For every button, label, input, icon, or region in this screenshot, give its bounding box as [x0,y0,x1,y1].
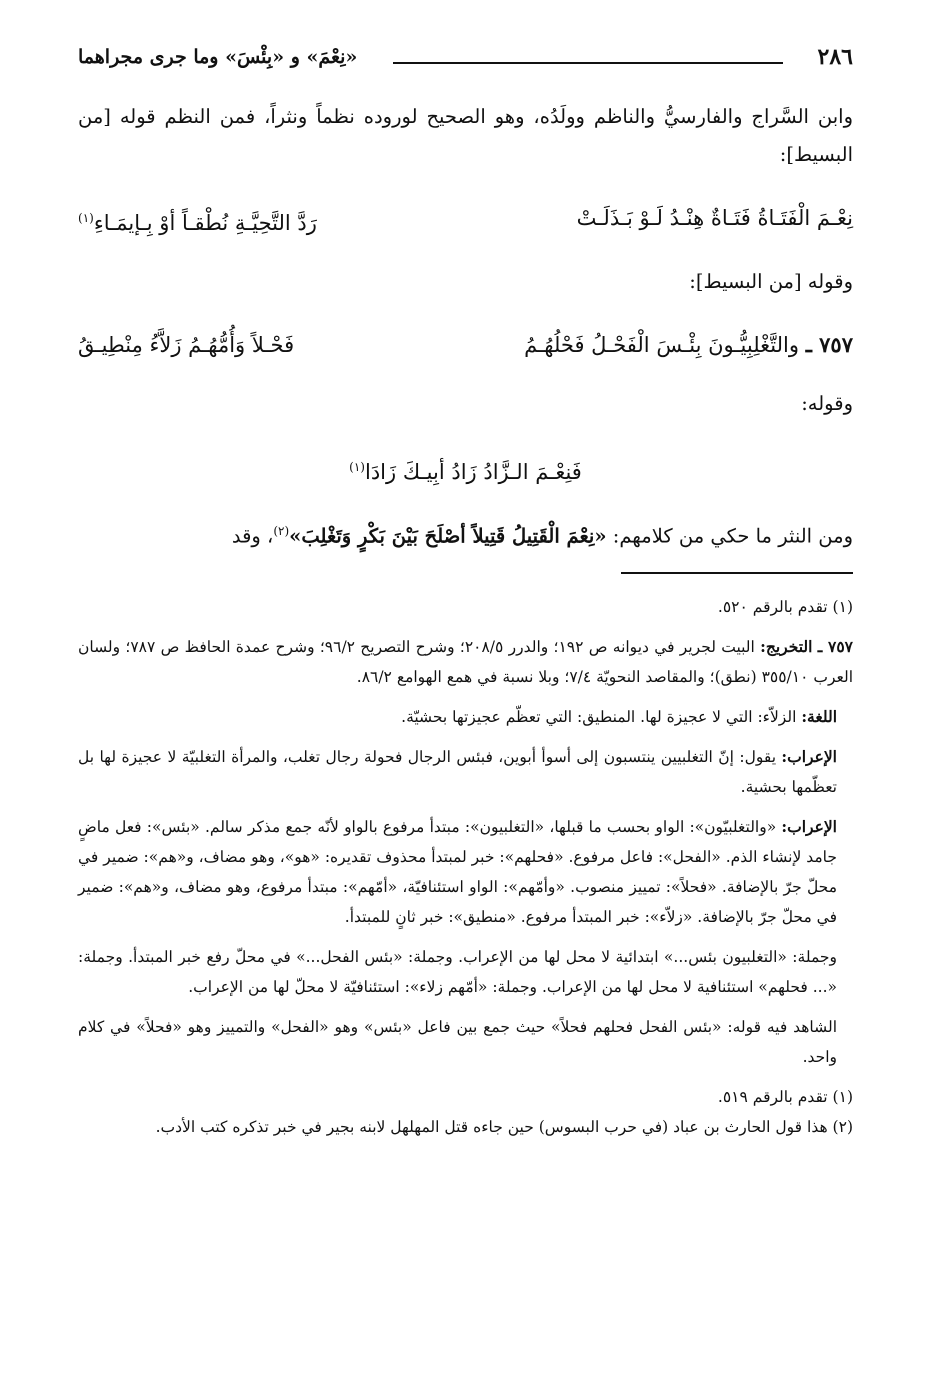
irab-text: «والتغلبيّون»: الواو بحسب ما قبلها، «التغلبيون»: مبتدأ مرفوع بالواو لأنّه جمع مذكر سالم. «بئس»: فعل ماضٍ جامد لإنشاء الذم. «الفحل»: فاعل مرفوع. «فحلهم»: خبر لمبتدأ محذوف تقديره: «هو»، وهو مضاف، و«هم»: ضمير في محلّ جرّ بالإضافة. «فحلاً»: تمييز منصوب. «وأمّهم»: الواو استئنافيّة، «أمّهم»: مبتدأ مرفوع، وهو مضاف، و«هم»: ضمير في محلّ جرّ بالإضافة. «زلاّء»: خبر المبتدأ مرفوع. «منطيق»: خبر ثانٍ للمبتدأ. [78,818,837,926]
verse-1-second-text: رَدَّ التَّحِيَّـةِ نُطْقـاً أوْ بِـإيمَـاءِ [93,211,317,235]
meaning-note [78,742,853,802]
verse-1 [78,198,853,243]
prose-footnote-ref: (٢) [273,524,290,538]
takhrij-number: ٧٥٧ ـ [817,637,853,656]
page [78,40,853,1360]
footnote-1b: (١) تقدم بالرقم ٥١٩. [717,1088,853,1106]
verse-2-first-hemistich [524,325,853,365]
verse-3-footnote-ref: (١) [349,460,365,474]
verse-3-intro: وقوله: [801,392,853,415]
takhrij-text: البيت لجرير في ديوانه ص ١٩٢؛ والدرر ٢٠٨/٥؛ وشرح التصريح ٩٦/٢؛ وشرح عمدة الحافظ ص ٧٨٧؛ ولسان العرب ٣٥٥/١٠ (نطق)؛ والمقاصد النحويّة ٧/٤؛ وبلا نسبة في همع الهوامع ٨٦/٢. [78,638,853,686]
meaning-label: الإعراب: [781,747,837,766]
paragraph-intro: وابن السَّراج والفارسيُّ والناظم وولَدُه، وهو الصحيح لوروده نظماً ونثراً، فمن النظم قوله [من البسيط]: [78,105,853,166]
page-number: ٢٨٦ [817,44,853,70]
footnote-2: (٢) هذا قول الحارث بن عباد (في حرب البسوس) حين جاءه قتل المهلهل لابنه بجير في خبر تذكره كتب الأدب. [155,1118,853,1136]
chapter-title: «نِعْمَ» و «بِئْسَ» وما جرى مجراهما [78,46,358,68]
verse-3-line: فَنِعْـمَ الـزَّادُ زَادُ أبِيـكَ زَادَا [364,460,582,484]
prose-prefix: ومن النثر ما حكي من كلامهم: [612,524,853,548]
verse-2-intro: وقوله [من البسيط]: [689,270,853,293]
verse-1-footnote-ref: (١) [78,211,94,225]
main-text [78,98,853,556]
header-rule [393,62,783,64]
takhrij-label: التخريج: [760,637,813,656]
verse-2-second-hemistich: فَحْـلاً وَأُمُّهُـمُ زَلاَّءُ مِنْطِيـقُ [78,333,295,357]
verse-3 [78,447,853,492]
lugha-text: الزلاّء: التي لا عجيزة لها. المنطيق: التي تعظّم عجيزتها بحشيّة. [401,708,797,726]
lugha-label: اللغة: [801,707,837,726]
sentences-note: وجملة: «التغلبيون بئس...» ابتدائية لا محل لها من الإعراب. وجملة: «بئس الفحل...» في محلّ رفع خبر المبتدأ. وجملة: «... فحلهم» استئنافية لا محل لها من الإعراب. وجملة: «أمّهم زلاء»: استئنافيّة لا محلّ لها من الإعراب. [78,948,837,996]
meaning-text: يقول: إنّ التغلبيين ينتسبون إلى أسوأ أبوين، فبئس الرجال فحولة رجال تغلب، والمرأة التغلبيّة لا عجيزة لها بل تعظّمها بحشية. [78,748,837,796]
verse-2-first-text: والتَّغْلِبِيُّـونَ بِئْـسَ الْفَحْـلُ فَحْلُهُـمُ [524,333,799,357]
prose-suffix: ، وقد [231,524,274,548]
irab-label: الإعراب: [781,817,837,836]
shahid-note: الشاهد فيه قوله: «بئس الفحل فحلهم فحلاً» حيث جمع بين فاعل «بئس» وهو «الفحل» والتمييز وهو «فحلاً» في كلام واحد. [78,1018,837,1066]
prose-quote: «نِعْمَ الْقَتِيلُ قَتِيلاً أصْلَحَ بَيْنَ بَكْرٍ وَتَغْلِبَ» [289,524,607,548]
footnote-1: (١) تقدم بالرقم ٥٢٠. [717,598,853,616]
running-header [78,40,853,76]
verse-2 [78,325,853,365]
lugha-note [78,702,853,732]
takhrij-note [78,632,853,692]
verse-1-first-hemistich: نِعْـمَ الْفَتَـاةُ فَتَـاةٌ هِنْـدُ لَـوْ بَـذَلَـتْ [576,206,853,230]
footnote-separator [621,572,853,574]
verse-3-text [349,447,582,492]
irab-note [78,812,853,932]
paragraph-prose [78,512,853,556]
footnotes [78,592,853,1152]
verse-1-second-hemistich [78,198,317,243]
verse-number: ٧٥٧ ـ [805,332,853,357]
